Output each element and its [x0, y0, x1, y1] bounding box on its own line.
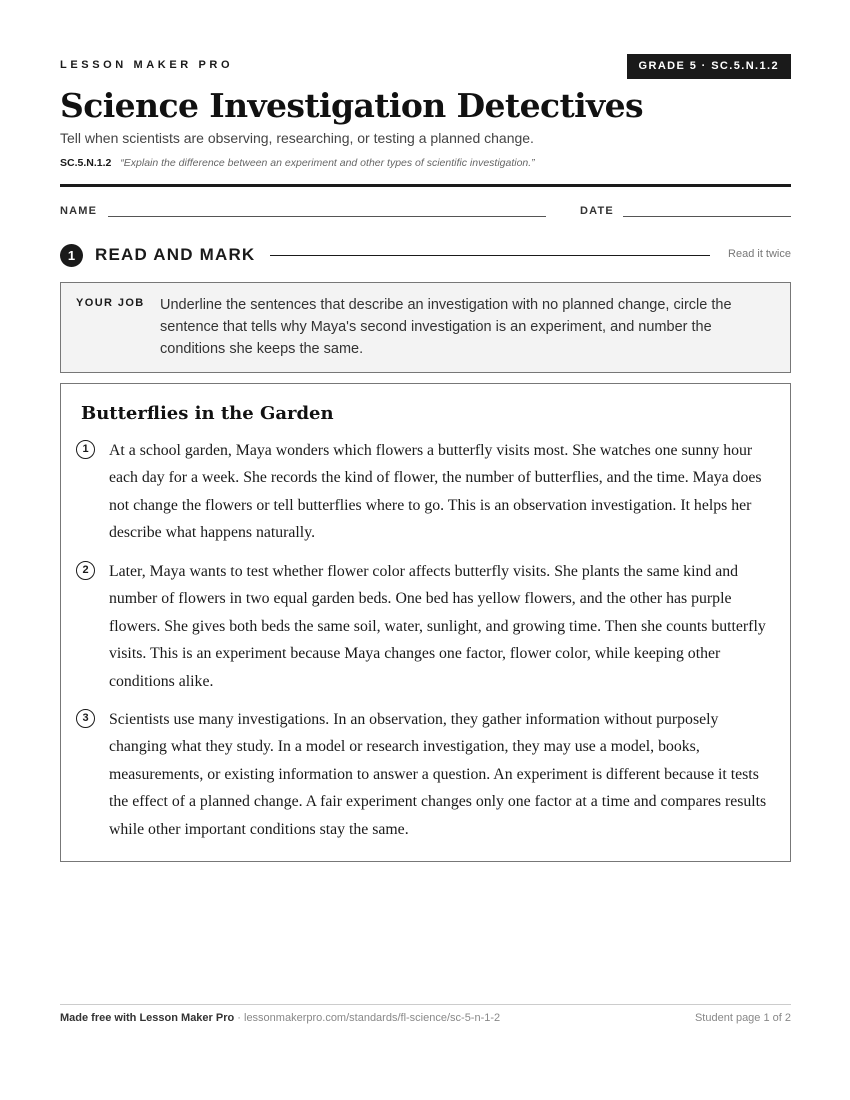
paragraph-number-1: 1 — [76, 440, 95, 459]
footer-page-number: Student page 1 of 2 — [694, 1012, 791, 1024]
footer-credit — [60, 1012, 500, 1024]
reading-title: Butterflies in the Garden — [81, 403, 334, 424]
standard-line — [60, 157, 535, 169]
paragraph-1: At a school garden, Maya wonders which flowers a butterfly visits most. She watches one sunny hour each day for a week. She records the kind of flower, the number of butterflies, and the time. Maya does not change the flowers or tell butterflies where to go. This is an observation investigation. It helps her describe what happens naturally. — [109, 442, 762, 542]
your-job-box — [60, 282, 791, 373]
date-label: DATE — [580, 205, 614, 217]
date-field[interactable] — [623, 216, 791, 217]
footer-made-with: Made free with Lesson Maker Pro — [60, 1012, 235, 1024]
your-job-text: Underline the sentences that describe an investigation with no planned change, circle the sentence that tells why Maya's second investigation is an experiment, and number the conditions she keeps the same. — [160, 297, 732, 357]
section-number-badge: 1 — [60, 244, 83, 267]
name-label: NAME — [60, 205, 98, 217]
footer-divider — [60, 1004, 791, 1005]
standard-code: SC.5.N.1.2 — [60, 157, 112, 169]
standard-quote: “Explain the difference between an experiment and other types of scientific investigation.” — [120, 157, 535, 169]
worksheet-page — [60, 0, 791, 1100]
reading-passage-box — [60, 383, 791, 862]
section-divider — [270, 255, 710, 256]
section-note: Read it twice — [728, 248, 791, 260]
paragraph-number-3: 3 — [76, 709, 95, 728]
header-divider — [60, 184, 791, 187]
your-job-label: YOUR JOB — [76, 297, 145, 309]
section-title: READ AND MARK — [95, 245, 256, 264]
name-field[interactable] — [108, 216, 546, 217]
paragraph-3: Scientists use many investigations. In an observation, they gather information without purposely changing what they study. In a model or research investigation, they may use a model, books, measurements, or existing information to answer a question. An experiment is different because it tests the effect of a planned change. A fair experiment changes only one factor at a time and compares results while other important conditions stay the same. — [109, 711, 767, 838]
paragraph-2: Later, Maya wants to test whether flower color affects butterfly visits. She plants the same kind and number of flowers in two equal garden beds. One bed has yellow flowers, and the other has purple flowers. She gives both beds the same soil, water, sunlight, and growing time. Then she counts butterfly visits. This is an experiment because Maya changes one factor, flower color, while keeping other conditions alike. — [109, 563, 766, 690]
page-title: Science Investigation Detectives — [60, 86, 643, 125]
page-subtitle: Tell when scientists are observing, researching, or testing a planned change. — [60, 130, 534, 146]
paragraph-number-2: 2 — [76, 561, 95, 580]
footer-url[interactable]: · lessonmakerpro.com/standards/fl-science/sc-5-n-1-2 — [237, 1012, 501, 1024]
brand-name: LESSON MAKER PRO — [60, 59, 234, 71]
grade-badge: GRADE 5 · SC.5.N.1.2 — [627, 54, 791, 79]
